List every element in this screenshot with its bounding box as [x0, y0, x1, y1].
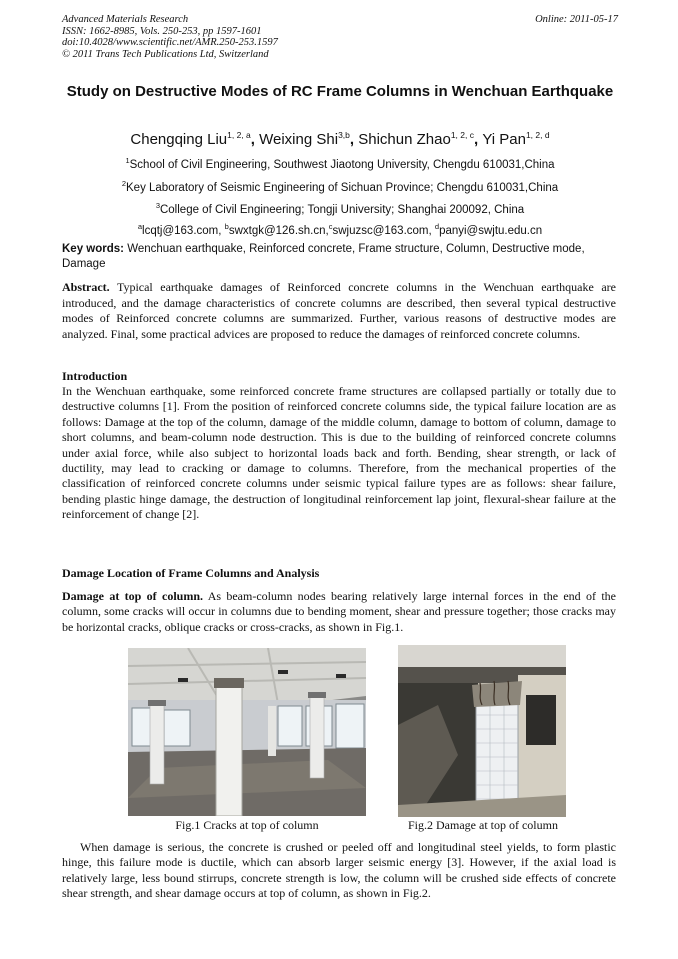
keywords: [62, 242, 616, 272]
introduction-heading: Introduction: [62, 369, 128, 383]
online-date: Online: 2011-05-17: [535, 14, 618, 25]
figure-2-photo: [398, 645, 566, 817]
affiliation-2: $^2$Key Laboratory of Seismic Engineering of Sichuan Province; Chengdu 610031,China: [121, 179, 559, 194]
affiliation-1: $^1$School of Civil Engineering, Southwest Jiaotong University, Chengdu 610031,China: [125, 156, 555, 171]
introduction-text: In the Wenchuan earthquake, some reinforced concrete frame structures are collapsed partially or totally due to destructive columns [1]. From the position of reinforced concrete columns side, the typical failure location are as follows: Damage at the top of the column, damage of the middle column, damage to bottom of column, damage to short columns, and beam-column node destruction. This is due to the building of reinforced concrete columns under axial force, while also subject to horizontal loads back and forth. Bending, shear strength, or lack of ductility, may lead to cracking or damage to columns. Therefore, from the mechanical properties of the classification of reinforced concrete columns under seismic typical failure types are as follows: shear failure, bending plastic hinge damage, the destruction of longitudinal reinforcement lap joint, flexural-shear failure at the reinforcement of change [2].: [62, 384, 616, 522]
section-heading: Damage Location of Frame Columns and Analysis: [62, 566, 320, 580]
damage-top-text: As beam-column nodes bearing relatively large internal forces in the end of the column, some cracks will occur in columns due to bending moment, shear and pressure together; those cracks may be horizontal cracks, oblique cracks or cross-cracks, as shown in Fig.1.: [62, 589, 617, 634]
author-affiliation-marker: 1, 2, a: [227, 130, 251, 140]
keywords-label: Key words:: [62, 243, 124, 255]
abstract-label: Abstract.: [62, 280, 110, 294]
author-affiliation-marker: 1, 2, d: [525, 130, 550, 140]
figure-2-caption: Fig.2 Damage at top of column: [408, 818, 558, 832]
damage-top-paragraph: [62, 589, 616, 635]
author-name: Chengqing Liu: [130, 131, 228, 148]
issn-line: ISSN: 1662-8985, Vols. 250-253, pp 1597-1601: [62, 25, 262, 37]
figure-1-photo: [128, 648, 366, 816]
author-name: Yi Pan: [482, 131, 526, 148]
author-name: Shichun Zhao: [358, 131, 451, 148]
paper-title: Study on Destructive Modes of RC Frame Columns in Wenchuan Earthquake: [66, 83, 614, 100]
figure-1-caption: Fig.1 Cracks at top of column: [175, 818, 319, 832]
journal-name: Advanced Materials Research: [62, 14, 189, 25]
journal-header: [62, 14, 618, 60]
author-affiliation-marker: 1, 2, c: [450, 130, 474, 140]
doi-line: doi:10.4028/www.scientific.net/AMR.250-253.1597: [62, 37, 278, 48]
abstract-text: Typical earthquake damages of Reinforced concrete columns in the Wenchuan earthquake are introduced, and the damage characteristics of concrete columns are described, then several typical destructive modes of Reinforced concrete columns are summarized. Further, various reasons of destructive modes are analyzed. Final, some practical advices are proposed to reduce the damages of reinforced concrete columns.: [62, 280, 616, 341]
email-line: $^a$lcqtj@163.com, $^b$swxtgk@126.sh.cn,$^c$swjuzsc@163.com, $^d$panyi@swjtu.edu.cn: [137, 222, 543, 237]
subsection-heading: Damage at top of column.: [62, 589, 203, 603]
keywords-text: Wenchuan earthquake, Reinforced concrete, Frame structure, Column, Destructive mode, Damage: [62, 243, 585, 270]
copyright-line: © 2011 Trans Tech Publications Ltd, Switzerland: [62, 48, 269, 60]
closing-paragraph: When damage is serious, the concrete is crushed or peeled off and longitudinal steel yields, to form plastic hinge, this failure mode is ductile, which can absorb larger seismic energy [3]. However, if the axial load is relatively large, less bound stirrups, concrete strength is low, the column will be crushed side effects of concrete shear strength, and shear damage occurs at top of column, as shown in Fig.2.: [62, 840, 616, 901]
author-list: Chengqing Liu$^{1, 2, a}$, Weixing Shi$^{3,b}$, Shichun Zhao$^{1, 2, c}$, Yi Pan$^{1, 2, d}$: [130, 130, 550, 148]
author-name: Weixing Shi: [259, 131, 339, 148]
affiliation-3: $^3$College of Civil Engineering; Tongji University; Shanghai 200092, China: [155, 201, 525, 216]
abstract: [62, 280, 616, 342]
author-affiliation-marker: 3,b: [338, 130, 350, 140]
